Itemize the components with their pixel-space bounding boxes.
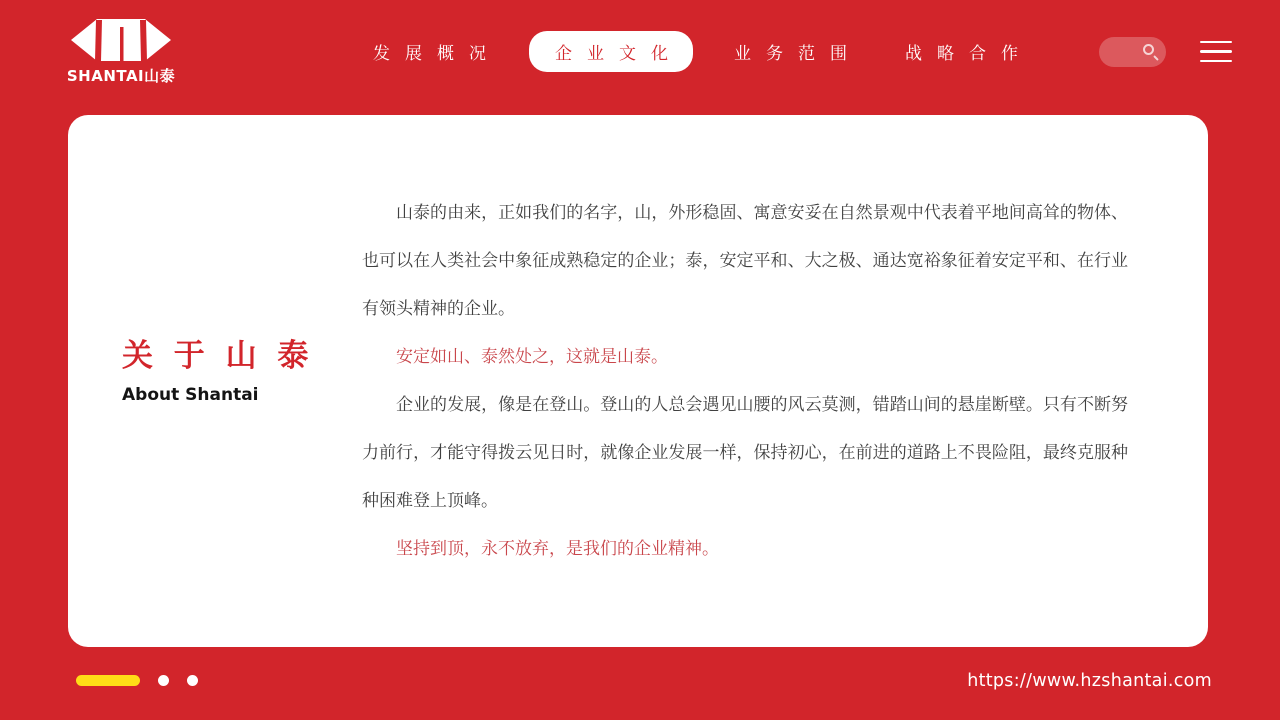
- hamburger-menu-icon[interactable]: [1200, 30, 1232, 74]
- top-header: [0, 0, 1280, 115]
- shantai-logo-icon: [71, 18, 171, 62]
- brand-logo-text: SHANTAI山泰: [66, 66, 176, 85]
- about-card: [68, 115, 1208, 647]
- pagination-active-pill[interactable]: [76, 675, 140, 686]
- article-paragraph: 山泰的由来，正如我们的名字，山，外形稳固、寓意安妥在自然景观中代表着平地间高耸的物体、也可以在人类社会中象征成熟稳定的企业；泰，安定平和、大之极、通达宽裕象征着安定平和、在行业有领头精神的企业。: [362, 203, 1128, 319]
- bottom-bar: [0, 647, 1280, 720]
- nav-item-business-scope[interactable]: 业务范围: [734, 44, 862, 64]
- section-title-en: About Shantai: [122, 385, 259, 405]
- nav-item-development-overview[interactable]: 发展概况: [373, 44, 501, 64]
- about-article: [362, 189, 1128, 573]
- site-url: https://www.hzshantai.com: [967, 670, 1212, 691]
- search-input[interactable]: [1099, 37, 1166, 67]
- article-paragraph-highlight: 安定如山、泰然处之，这就是山泰。: [396, 347, 668, 367]
- article-paragraph: 企业的发展，像是在登山。登山的人总会遇见山腰的风云莫测，错踏山间的悬崖断壁。只有不断努力前行，才能守得拨云见日时，就像企业发展一样，保持初心，在前进的道路上不畏险阻，最终克服种种困难登上顶峰。: [362, 395, 1128, 511]
- nav-item-corporate-culture[interactable]: 企业文化: [529, 31, 693, 72]
- pagination-dot[interactable]: [187, 675, 198, 686]
- slide-pagination: [76, 675, 198, 686]
- magnifier-icon[interactable]: [1143, 44, 1154, 55]
- article-paragraph-highlight: 坚持到顶，永不放弃，是我们的企业精神。: [396, 539, 719, 559]
- section-title-cn: 关 于 山 泰: [122, 338, 314, 374]
- main-nav: [358, 31, 1061, 72]
- section-title-block: [122, 330, 313, 405]
- pagination-dot[interactable]: [158, 675, 169, 686]
- nav-item-strategic-cooperation[interactable]: 战略合作: [905, 44, 1033, 64]
- brand-logo[interactable]: [66, 18, 176, 86]
